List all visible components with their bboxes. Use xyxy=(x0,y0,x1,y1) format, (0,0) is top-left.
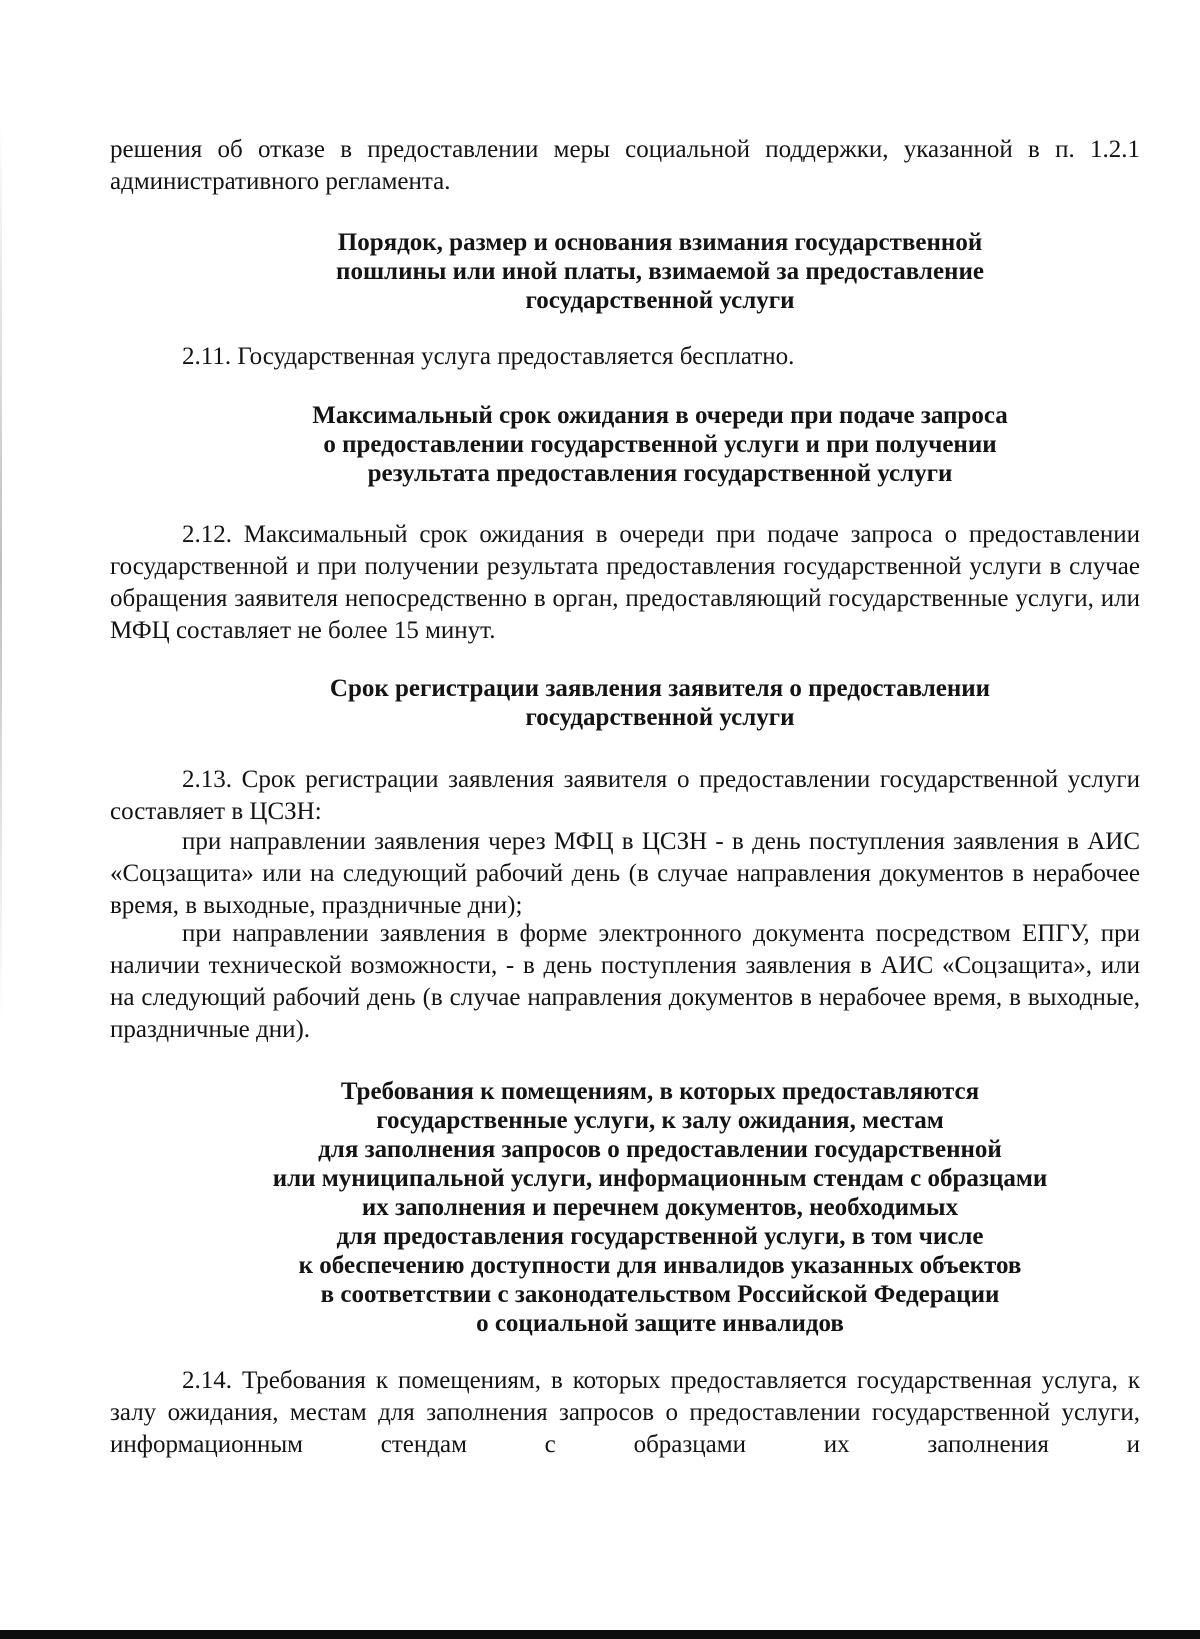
heading-line: для заполнения запросов о предоставлении государственной xyxy=(318,1136,1002,1163)
paragraph-2-11: 2.11. Государственная услуга предоставляется бесплатно. xyxy=(182,343,795,370)
heading-line: Срок регистрации заявления заявителя о предоставлении xyxy=(329,675,991,702)
heading-line: для предоставления государственной услуги, в том числе xyxy=(336,1223,984,1250)
heading-line: Требования к помещениям, в которых предоставляются xyxy=(340,1078,980,1105)
heading-max-waiting-time xyxy=(160,401,1160,488)
heading-line: государственной услуги xyxy=(525,287,795,314)
heading-premises-requirements xyxy=(160,1077,1160,1338)
heading-line: государственные услуги, к залу ожидания, местам xyxy=(376,1107,944,1134)
heading-line: Максимальный срок ожидания в очереди при подаче запроса xyxy=(312,402,1008,429)
paragraph-2-14: 2.14. Требования к помещениям, в которых предоставляется государственная услуга, к залу ожидания, местам для заполнения запросов о предоставлении государственной услуги, информационным стендам с образцами их заполнения и xyxy=(110,1367,1140,1458)
paragraph-2-12: 2.12. Максимальный срок ожидания в очереди при подаче запроса о предоставлении государственной и при получении результата предоставления государственной услуги в случае обращения заявителя непосредственно в орган, предоставляющий государственные услуги, или МФЦ составляет не более 15 минут. xyxy=(110,521,1140,644)
heading-line: Порядок, размер и основания взимания государственной xyxy=(337,229,983,256)
heading-line: их заполнения и перечнем документов, необходимых xyxy=(361,1194,959,1221)
heading-line: в соответствии с законодательством Российской Федерации xyxy=(320,1281,1000,1308)
heading-line: к обеспечению доступности для инвалидов указанных объектов xyxy=(298,1252,1022,1279)
heading-line: пошлины или иной платы, взимаемой за предоставление xyxy=(336,258,984,285)
heading-fee-procedure xyxy=(160,228,1160,315)
paragraph-2-13: 2.13. Срок регистрации заявления заявителя о предоставлении государственной услуги составляет в ЦСЗН: xyxy=(110,766,1140,825)
heading-line: о социальной защите инвалидов xyxy=(476,1310,844,1337)
paragraph-2-13-mfc: при направлении заявления через МФЦ в ЦСЗН - в день поступления заявления в АИС «Соцзащита» или на следующий рабочий день (в случае направления документов в нерабочее время, в выходные, праздничные дни); xyxy=(110,828,1140,919)
heading-registration-term xyxy=(160,674,1160,732)
heading-line: о предоставлении государственной услуги и при получении xyxy=(323,431,997,458)
paragraph-refusal-decision: решения об отказе в предоставлении меры социальной поддержки, указанной в п. 1.2.1 административного регламента. xyxy=(110,136,1140,195)
heading-line: государственной услуги xyxy=(525,704,795,731)
paragraph-2-13-epgu: при направлении заявления в форме электронного документа посредством ЕПГУ, при наличии технической возможности, - в день поступления заявления в АИС «Соцзащита», или на следующий рабочий день (в случае направления документов в нерабочее время, в выходные, праздничные дни). xyxy=(110,920,1140,1043)
scan-edge-shadow xyxy=(0,120,2,1020)
heading-line: или муниципальной услуги, информационным стендам с образцами xyxy=(272,1165,1048,1192)
scan-bottom-border xyxy=(0,1630,1200,1639)
heading-line: результата предоставления государственной услуги xyxy=(367,460,953,487)
